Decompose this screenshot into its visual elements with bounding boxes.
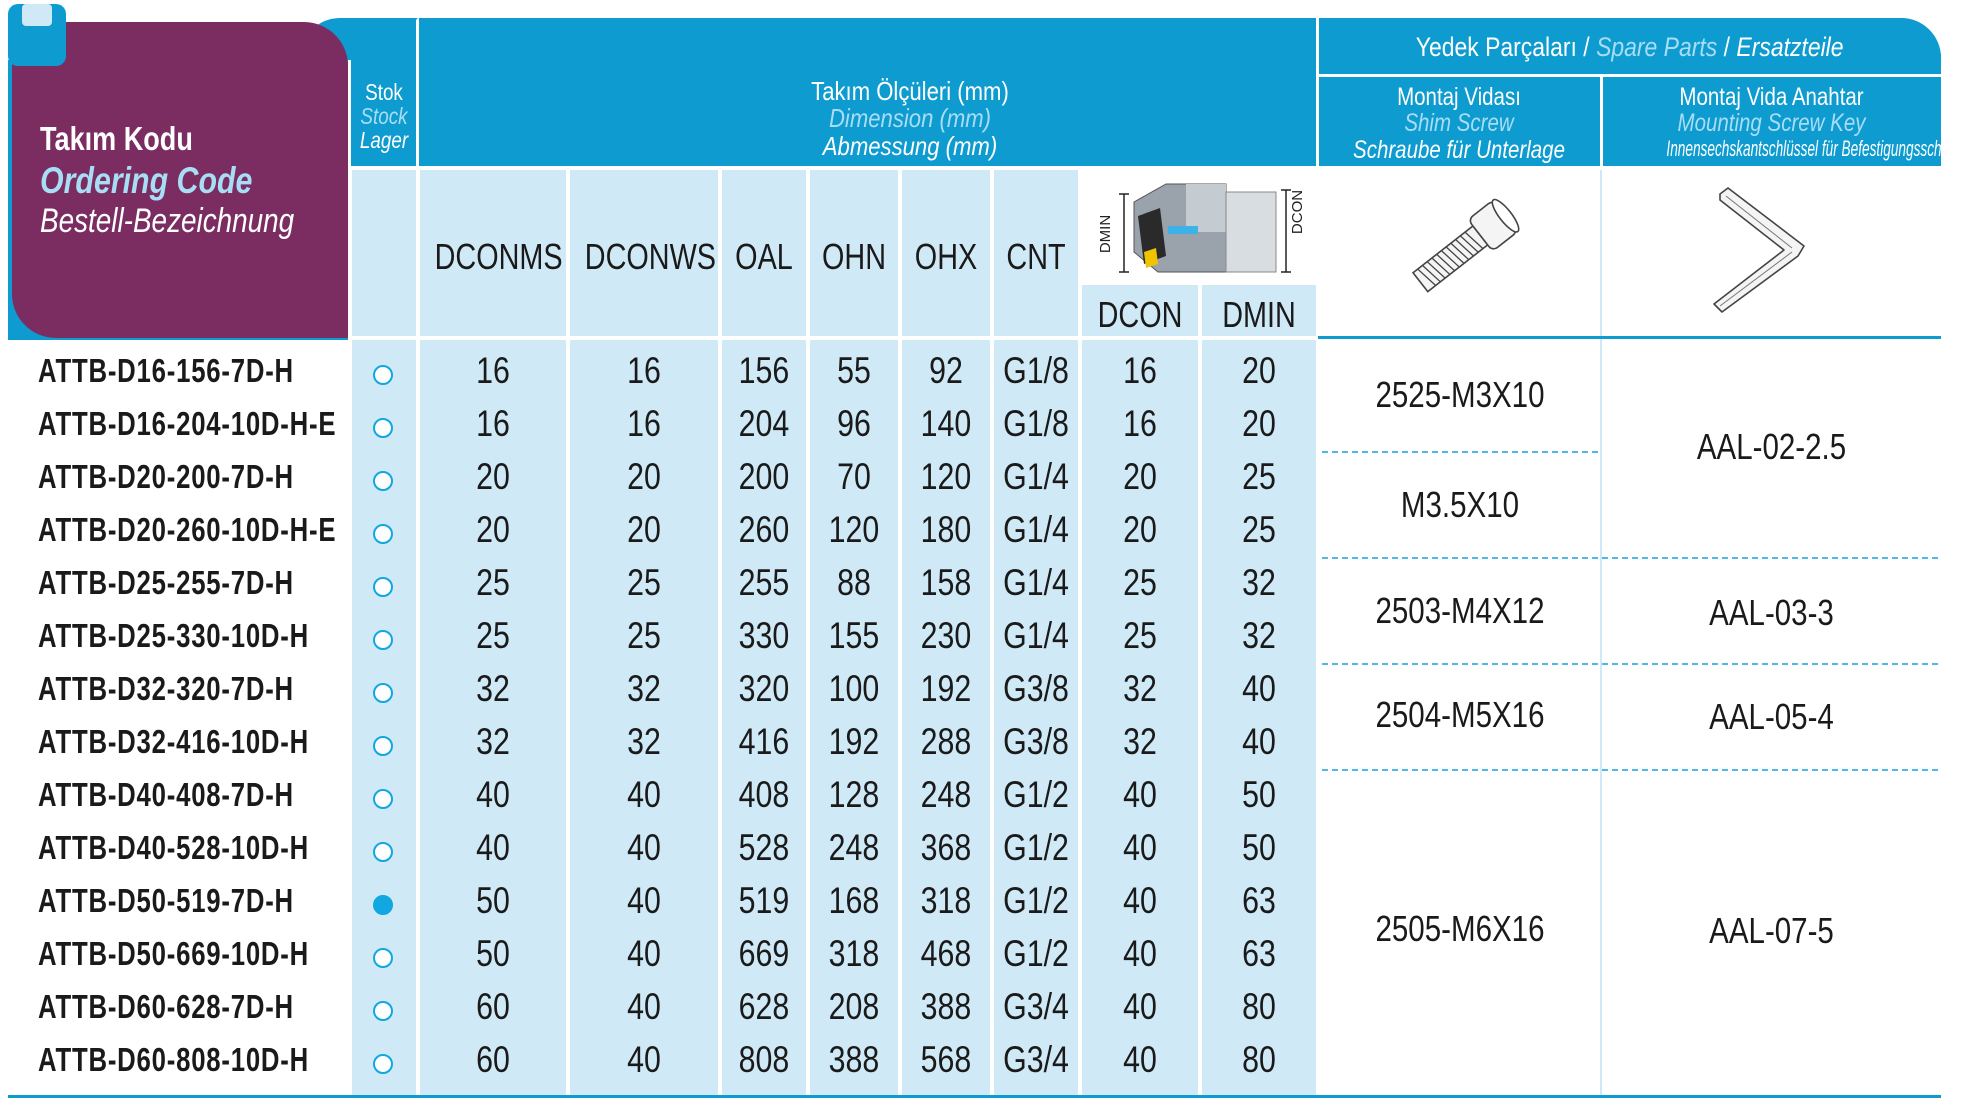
cell-ohn: 100 [828, 668, 880, 709]
cell-dcon: 32 [1123, 668, 1157, 709]
cell-ohn: 155 [828, 615, 880, 656]
stock-on-order-icon [373, 736, 393, 756]
stock-on-order-icon [373, 630, 393, 650]
cell-ohx: 388 [920, 986, 972, 1027]
col-header-dmin: DMIN [1222, 294, 1296, 335]
cell-oal: 260 [738, 509, 790, 550]
screw-divider-1 [1322, 451, 1598, 453]
cell-ohn: 128 [828, 774, 880, 815]
dimensions-de: Abmessung (mm) [822, 130, 998, 161]
spare-parts-de: Ersatzteile [1736, 32, 1844, 62]
cell-dconms: 60 [476, 986, 510, 1027]
cell-dconws: 40 [627, 827, 661, 868]
cell-oal: 408 [738, 774, 790, 815]
cell-dmin: 50 [1242, 774, 1276, 815]
cell-cnt: G1/4 [1003, 615, 1069, 656]
stock-on-order-icon [373, 1001, 393, 1021]
cell-dmin: 63 [1242, 933, 1276, 974]
shim-screw-icon [1392, 186, 1532, 316]
cell-dconws: 25 [627, 562, 661, 603]
cell-ohx: 192 [920, 668, 972, 709]
screw-key-tr: Montaj Vida Anahtar [1679, 83, 1864, 111]
cell-oal: 628 [738, 986, 790, 1027]
spare-parts-sep1: / [1577, 32, 1597, 62]
cell-cnt: G3/4 [1003, 986, 1069, 1027]
cell-ohx: 368 [920, 827, 972, 868]
cell-dcon: 20 [1123, 456, 1157, 497]
dimensions-header [620, 78, 1200, 160]
row-ordering-code: ATTB-D25-330-10D-H [38, 617, 310, 654]
cell-dconms: 32 [476, 668, 510, 709]
cell-cnt: G3/8 [1003, 668, 1069, 709]
cell-dcon: 16 [1123, 403, 1157, 444]
stock-on-order-icon [373, 842, 393, 862]
spare-parts-title [1320, 32, 1940, 63]
cell-oal: 330 [738, 615, 790, 656]
cell-ohx: 288 [920, 721, 972, 762]
cell-ohx: 158 [920, 562, 972, 603]
cell-dconws: 16 [627, 403, 661, 444]
cell-oal: 255 [738, 562, 790, 603]
spare-parts-sep2: / [1717, 32, 1737, 62]
cell-ohx: 92 [929, 350, 963, 391]
spare-parts-tr: Yedek Parçaları [1416, 32, 1578, 62]
col-header-ohn: OHN [822, 236, 886, 277]
cell-cnt: G3/8 [1003, 721, 1069, 762]
screw-key-header [1602, 83, 1977, 161]
cell-cnt: G1/2 [1003, 827, 1069, 868]
cell-dcon: 32 [1123, 721, 1157, 762]
cell-dconms: 40 [476, 774, 510, 815]
cell-dmin: 20 [1242, 350, 1276, 391]
cell-dconws: 32 [627, 721, 661, 762]
stock-de: Lager [359, 127, 409, 154]
stock-on-order-icon [373, 789, 393, 809]
col-header-oal: OAL [735, 236, 793, 277]
cell-ohx: 318 [920, 880, 972, 921]
col-header-dconws: DCONWS [584, 236, 716, 277]
cell-ohn: 248 [828, 827, 880, 868]
cell-ohn: 88 [837, 562, 871, 603]
cell-dconws: 20 [627, 509, 661, 550]
cell-dmin: 20 [1242, 403, 1276, 444]
cell-dconms: 25 [476, 615, 510, 656]
cell-dconms: 25 [476, 562, 510, 603]
stock-tr: Stok [365, 79, 403, 105]
cell-oal: 416 [738, 721, 790, 762]
stock-on-order-icon [373, 683, 393, 703]
cell-oal: 320 [738, 668, 790, 709]
cell-dcon: 25 [1123, 562, 1157, 603]
stock-on-order-icon [373, 524, 393, 544]
screw-divider-3 [1322, 663, 1938, 665]
cell-oal: 808 [738, 1039, 790, 1080]
stock-header [352, 80, 416, 152]
cell-dconms: 60 [476, 1039, 510, 1080]
ordering-code-en: Ordering Code [40, 160, 253, 201]
ordering-code-title [40, 120, 350, 241]
table-bottom-line [8, 1095, 1941, 1098]
cell-dmin: 25 [1242, 509, 1276, 550]
cell-dmin: 63 [1242, 880, 1276, 921]
key-aal-07-5: AAL-07-5 [1709, 910, 1834, 951]
cell-dcon: 20 [1123, 509, 1157, 550]
col-header-dconms: DCONMS [434, 236, 563, 277]
cell-dmin: 50 [1242, 827, 1276, 868]
row-ordering-code: ATTB-D16-156-7D-H [38, 352, 294, 389]
cell-dconws: 32 [627, 668, 661, 709]
cell-dcon: 25 [1123, 615, 1157, 656]
stock-available-icon [373, 895, 393, 915]
stock-on-order-icon [373, 948, 393, 968]
corner-tab-inner [22, 4, 52, 26]
shim-screw-en: Shim Screw [1404, 109, 1514, 138]
col-header-cnt: CNT [1006, 236, 1066, 277]
cell-dconws: 25 [627, 615, 661, 656]
shim-screw-header [1318, 84, 1600, 163]
cell-oal: 200 [738, 456, 790, 497]
cell-dconms: 20 [476, 456, 510, 497]
cell-ohn: 120 [828, 509, 880, 550]
stock-on-order-icon [373, 365, 393, 385]
cell-cnt: G1/8 [1003, 403, 1069, 444]
row-ordering-code: ATTB-D50-519-7D-H [38, 882, 294, 919]
hex-key-icon [1700, 180, 1820, 320]
row-ordering-code: ATTB-D20-200-7D-H [38, 458, 294, 495]
cell-ohn: 388 [828, 1039, 880, 1080]
cell-dconms: 20 [476, 509, 510, 550]
cell-cnt: G3/4 [1003, 1039, 1069, 1080]
cell-dconws: 40 [627, 880, 661, 921]
cell-ohn: 318 [828, 933, 880, 974]
cell-ohx: 468 [920, 933, 972, 974]
cell-oal: 156 [738, 350, 790, 391]
cell-dmin: 80 [1242, 1039, 1276, 1080]
cell-dmin: 25 [1242, 456, 1276, 497]
cell-cnt: G1/2 [1003, 933, 1069, 974]
cell-dconms: 50 [476, 880, 510, 921]
shim-screw-tr: Montaj Vidası [1397, 83, 1521, 111]
cell-ohn: 96 [837, 403, 871, 444]
cell-dmin: 32 [1242, 615, 1276, 656]
header-divider-dim [416, 18, 419, 168]
cell-dcon: 40 [1123, 827, 1157, 868]
cell-dconws: 40 [627, 1039, 661, 1080]
screw-2525-m3x10: 2525-M3X10 [1375, 374, 1545, 415]
cell-dcon: 40 [1123, 774, 1157, 815]
cell-dcon: 16 [1123, 350, 1157, 391]
cell-dconms: 50 [476, 933, 510, 974]
diagram-dcon-label: DCON [1289, 189, 1306, 235]
cell-dconms: 16 [476, 403, 510, 444]
row-ordering-code: ATTB-D20-260-10D-H-E [38, 511, 337, 548]
stock-on-order-icon [373, 471, 393, 491]
screw-2504-m5x16: 2504-M5X16 [1375, 694, 1545, 735]
cell-dmin: 80 [1242, 986, 1276, 1027]
col-header-ohx: OHX [914, 236, 978, 277]
ordering-code-de: Bestell-Bezeichnung [40, 202, 295, 240]
cell-dmin: 32 [1242, 562, 1276, 603]
row-ordering-code: ATTB-D32-320-7D-H [38, 670, 294, 707]
cell-dconws: 40 [627, 986, 661, 1027]
cell-ohx: 568 [920, 1039, 972, 1080]
stock-on-order-icon [373, 1054, 393, 1074]
stock-on-order-icon [373, 418, 393, 438]
cell-dconms: 16 [476, 350, 510, 391]
row-ordering-code: ATTB-D60-808-10D-H [38, 1041, 310, 1078]
cell-ohn: 208 [828, 986, 880, 1027]
cell-ohn: 192 [828, 721, 880, 762]
dimensions-en: Dimension (mm) [828, 103, 992, 134]
cell-ohn: 70 [837, 456, 871, 497]
diagram-dmin-label: DMIN [1097, 214, 1114, 254]
cell-dcon: 40 [1123, 933, 1157, 974]
cell-dcon: 40 [1123, 1039, 1157, 1080]
cell-ohn: 168 [828, 880, 880, 921]
tool-diagram [1086, 172, 1312, 280]
shim-screw-de: Schraube für Unterlage [1353, 135, 1565, 164]
cell-cnt: G1/4 [1003, 562, 1069, 603]
row-ordering-code: ATTB-D40-528-10D-H [38, 829, 310, 866]
cell-cnt: G1/8 [1003, 350, 1069, 391]
header-divider-spare-h [1318, 74, 1941, 77]
cell-cnt: G1/2 [1003, 774, 1069, 815]
row-ordering-code: ATTB-D60-628-7D-H [38, 988, 294, 1025]
spare-header-bottom [1318, 336, 1941, 339]
cell-oal: 669 [738, 933, 790, 974]
cell-cnt: G1/2 [1003, 880, 1069, 921]
col-header-dcon: DCON [1097, 294, 1183, 335]
cell-cnt: G1/4 [1003, 456, 1069, 497]
cell-dconms: 32 [476, 721, 510, 762]
cell-cnt: G1/4 [1003, 509, 1069, 550]
row-ordering-code: ATTB-D32-416-10D-H [38, 723, 310, 760]
key-aal-05-4: AAL-05-4 [1709, 696, 1834, 737]
header-bottom-line [348, 336, 1318, 340]
spare-parts-en: Spare Parts [1596, 32, 1718, 62]
screw-2505-m6x16: 2505-M6X16 [1375, 908, 1545, 949]
screw-2503-m4x12: 2503-M4X12 [1375, 590, 1545, 631]
spare-divider-v [1600, 170, 1602, 1098]
cell-dmin: 40 [1242, 668, 1276, 709]
screw-key-de: Innensechskantschlüssel für Befestigungsschraube [1666, 135, 1977, 161]
row-ordering-code: ATTB-D50-669-10D-H [38, 935, 310, 972]
cell-ohx: 248 [920, 774, 972, 815]
cell-dcon: 40 [1123, 880, 1157, 921]
key-aal-02-2-5: AAL-02-2.5 [1696, 426, 1847, 467]
row-ordering-code: ATTB-D40-408-7D-H [38, 776, 294, 813]
cell-dcon: 40 [1123, 986, 1157, 1027]
cell-dconws: 20 [627, 456, 661, 497]
key-aal-03-3: AAL-03-3 [1709, 592, 1834, 633]
screw-m3-5x10: M3.5X10 [1400, 484, 1520, 525]
cell-dconws: 40 [627, 774, 661, 815]
cell-oal: 519 [738, 880, 790, 921]
screw-key-en: Mounting Screw Key [1677, 109, 1866, 138]
cell-dconws: 40 [627, 933, 661, 974]
ordering-code-tr: Takım Kodu [40, 120, 193, 157]
screw-divider-2 [1322, 557, 1938, 559]
cell-dconms: 40 [476, 827, 510, 868]
cell-ohx: 180 [920, 509, 972, 550]
cell-dconws: 16 [627, 350, 661, 391]
cell-ohx: 120 [920, 456, 972, 497]
dimensions-tr: Takım Ölçüleri (mm) [811, 76, 1009, 106]
cell-dmin: 40 [1242, 721, 1276, 762]
cell-ohn: 55 [837, 350, 871, 391]
screw-divider-4 [1322, 769, 1938, 771]
stock-on-order-icon [373, 577, 393, 597]
row-ordering-code: ATTB-D16-204-10D-H-E [38, 405, 337, 442]
row-ordering-code: ATTB-D25-255-7D-H [38, 564, 294, 601]
cell-oal: 204 [738, 403, 790, 444]
cell-ohx: 140 [920, 403, 972, 444]
stock-en: Stock [360, 103, 408, 130]
cell-ohx: 230 [920, 615, 972, 656]
cell-oal: 528 [738, 827, 790, 868]
